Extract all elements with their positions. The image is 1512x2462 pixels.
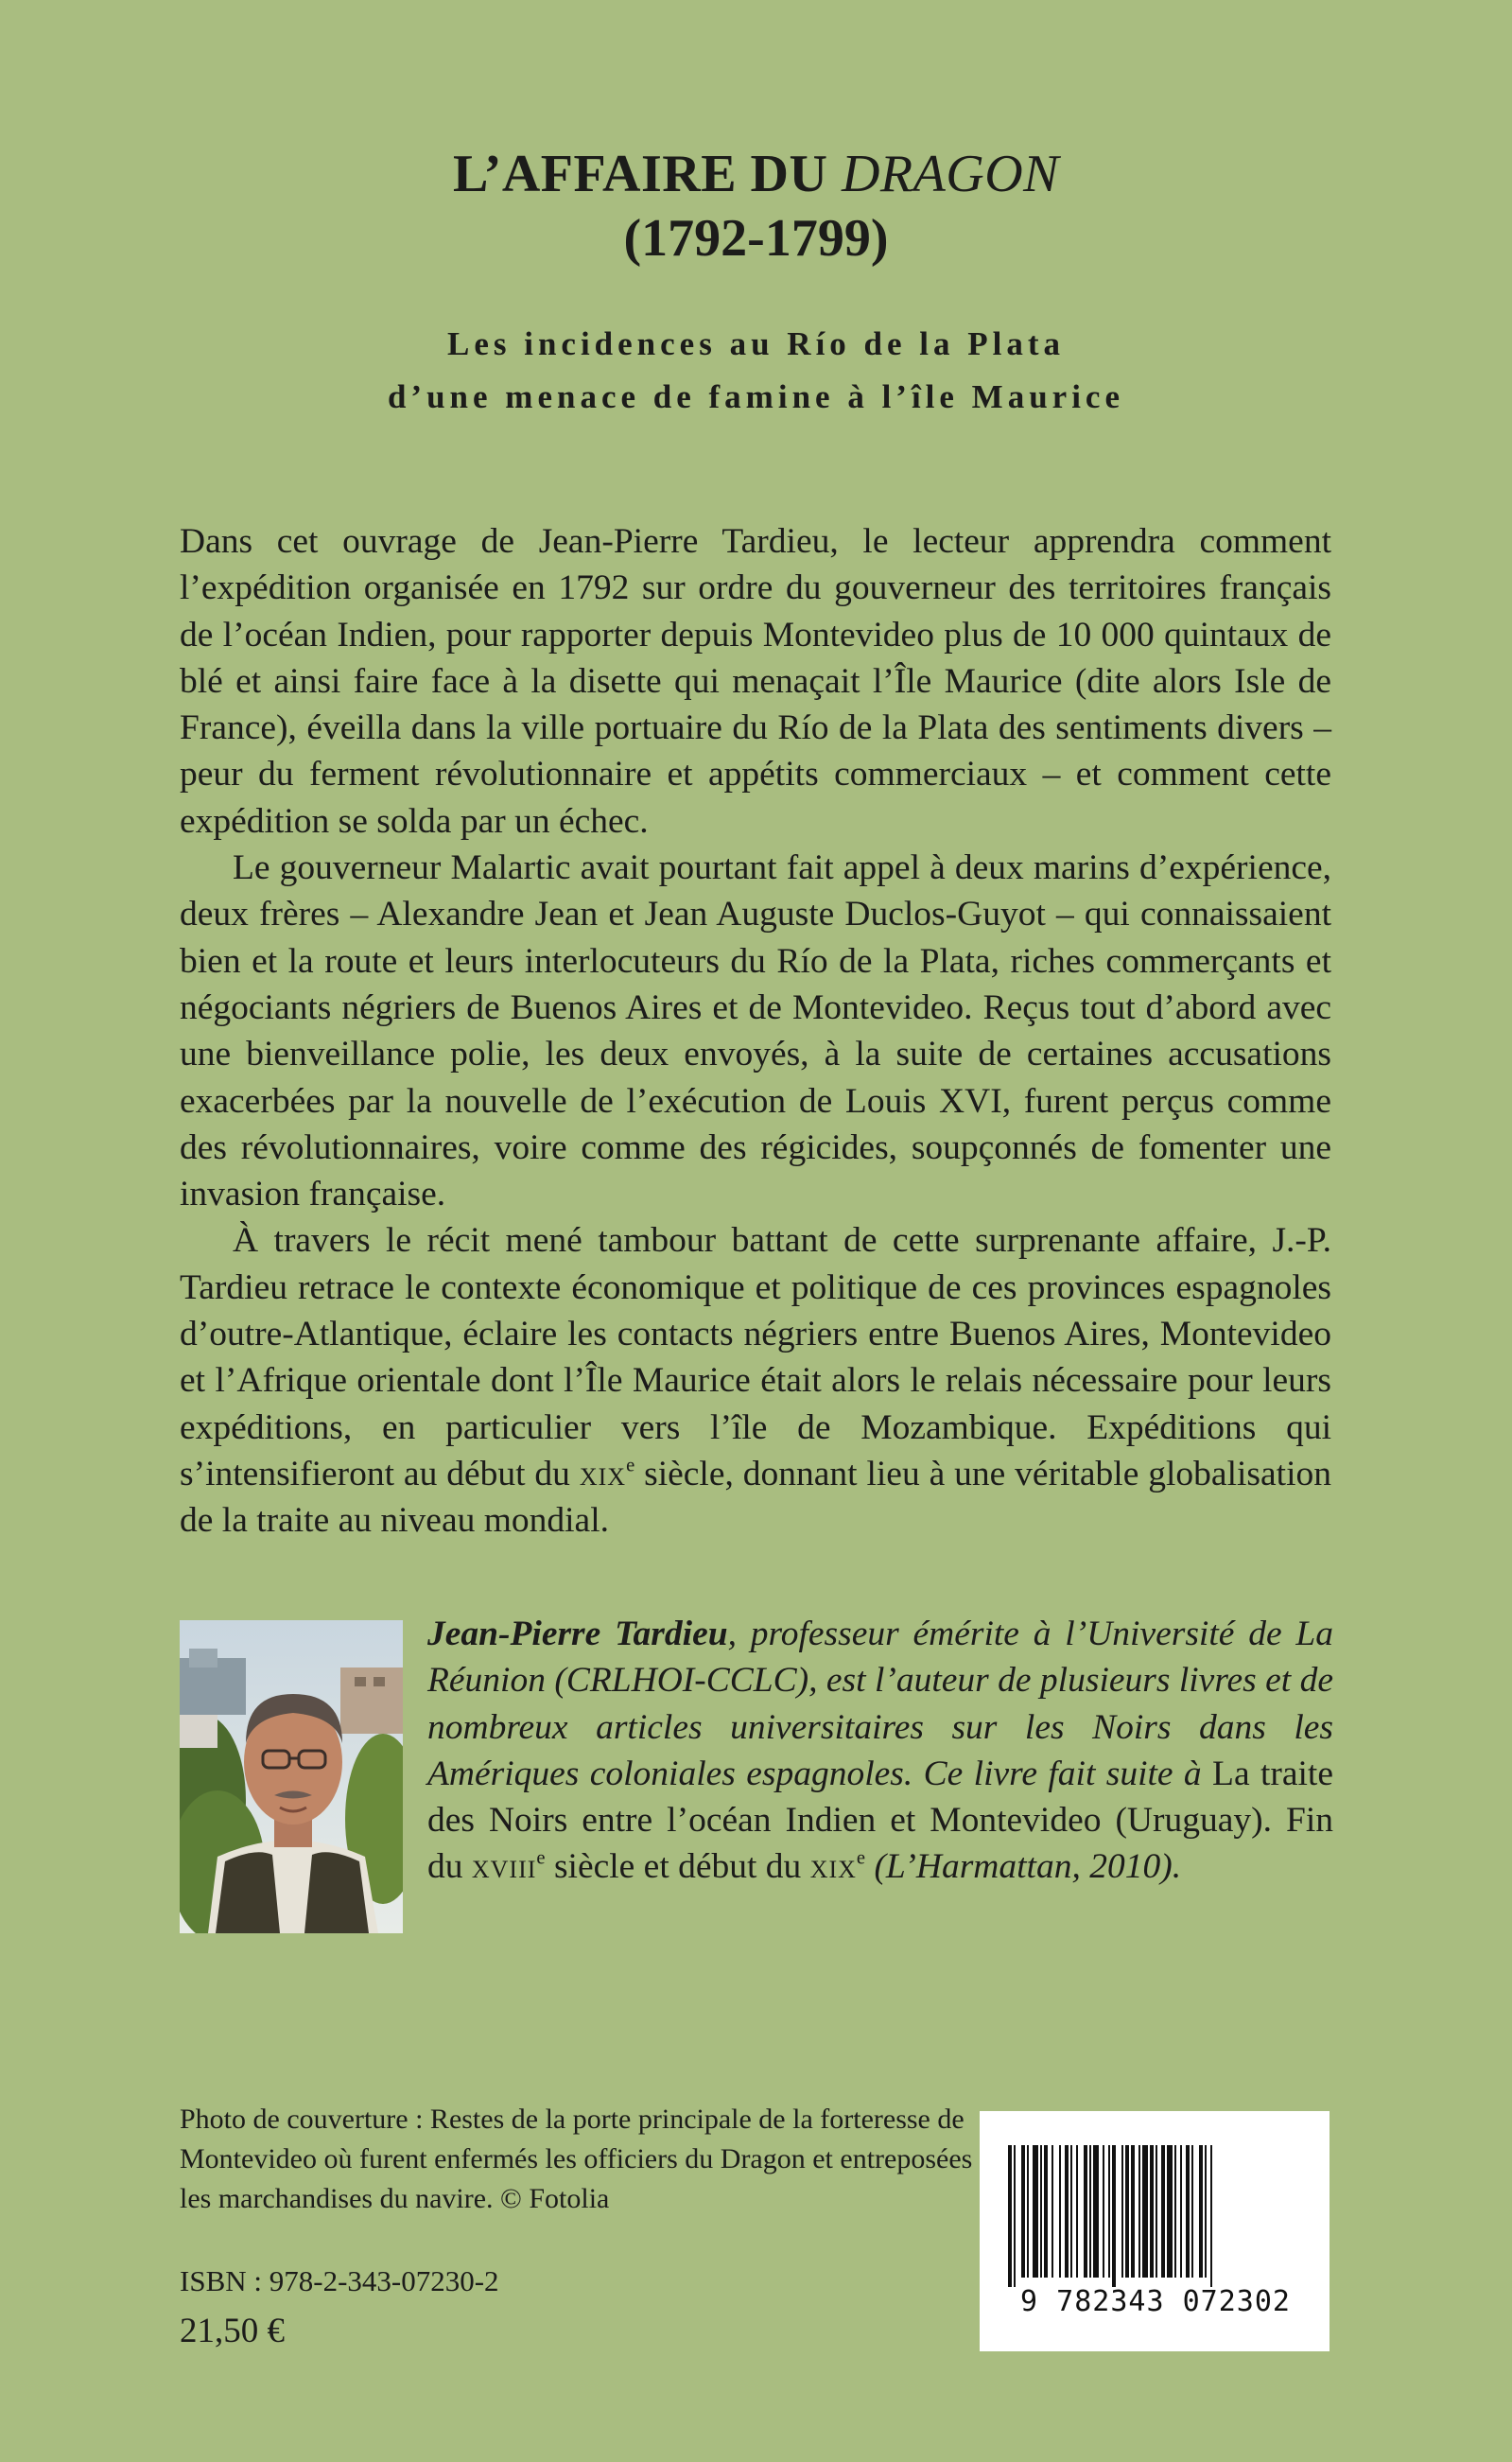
barcode-bar — [1014, 2145, 1016, 2287]
barcode-bar — [1033, 2145, 1038, 2278]
book-dates: (1792-1799) — [623, 209, 889, 268]
barcode-bar — [1210, 2145, 1212, 2287]
barcode-bar — [1103, 2145, 1104, 2278]
previous-book-title-1: La traite des Noirs entre l’océan Indien et Montevideo (Uruguay). Fin du — [427, 1754, 1333, 1887]
barcode-bar — [1008, 2145, 1012, 2287]
barcode-bar — [1093, 2145, 1099, 2278]
subtitle-line-2: d’une menace de famine à l’île Maurice — [387, 378, 1125, 415]
barcode-bar — [1044, 2145, 1048, 2278]
barcode-bar — [1059, 2145, 1061, 2278]
century-18-superscript: e — [536, 1848, 546, 1870]
barcode-bar — [1156, 2145, 1157, 2278]
barcode-bar — [1065, 2145, 1069, 2278]
barcode-bar — [1108, 2145, 1110, 2278]
author-photo — [180, 1620, 403, 1933]
century-18: xviii — [471, 1847, 537, 1887]
previous-book-title-2: siècle et début du — [545, 1847, 810, 1887]
barcode-bars — [1006, 2145, 1303, 2287]
price: 21,50 € — [180, 2312, 285, 2350]
author-bio-text: , professeur émérite à l’Université de La Réunion (CRLHOI-CCLC), est l’auteur de plusieurs livres et de nombreux articles universitaires sur les Noirs dans les Amériques coloniales espagnoles. — [427, 1615, 1334, 1793]
author-name: Jean-Pierre Tardieu — [427, 1615, 728, 1653]
book-title — [0, 142, 1512, 206]
isbn: ISBN : 978-2-343-07230-2 — [180, 2264, 499, 2297]
barcode-bar — [1084, 2145, 1087, 2278]
sequel-intro: Ce livre fait suite à — [923, 1754, 1202, 1793]
summary-paragraph-3 — [180, 1217, 1331, 1544]
barcode-bar — [1138, 2145, 1140, 2278]
paragraph-3-start: À travers le récit mené tambour battant de cette surprenante affaire, J.-P. Tardieu retrace le contexte économique et politique de ces provinces espagnoles d’outre-Atlantique, éclaire les contacts négriers entre Buenos Aires, Montevideo et l’Afrique orientale dont l’Île Maurice était alors le relais nécessaire pour leurs expéditions, en particulier vers l’île de Mozambique. Expéditions qui s’intensifieront au début du — [180, 1221, 1331, 1493]
century-19: xix — [809, 1847, 857, 1887]
title-main: L’AFFAIRE DU — [452, 145, 842, 203]
barcode-bar — [1150, 2145, 1154, 2278]
barcode-bar — [1112, 2145, 1116, 2287]
century-superscript: e — [626, 1455, 635, 1476]
barcode-bar — [1125, 2145, 1129, 2278]
subtitle-line-1: Les incidences au Río de la Plata — [446, 325, 1066, 362]
barcode — [980, 2111, 1330, 2351]
summary-paragraph-2: Le gouverneur Malartic avait pourtant fait appel à deux marins d’expérience, deux frères – Alexandre Jean et Jean Auguste Duclos-Guyot – qui connaissaient bien et la route et leurs interlocuteurs du Río de la Plata, riches commerçants et négociants négriers de Buenos Aires et de Montevideo. Reçus tout d’abord avec une bienveillance polie, les deux envoyés, à la suite de certaines accusations exacerbées par la nouvelle de l’exécution de Louis XVI, furent perçus comme des révolutionnaires, voire comme des régicides, soupçonnés de fomenter une invasion française. — [180, 848, 1331, 1214]
barcode-bar — [1191, 2145, 1193, 2278]
summary-text — [180, 518, 1331, 1545]
barcode-bar — [1021, 2145, 1025, 2278]
barcode-bar — [1167, 2145, 1173, 2278]
barcode-bar — [1040, 2145, 1042, 2278]
barcode-bar — [1180, 2145, 1182, 2278]
book-subtitle — [0, 318, 1512, 424]
barcode-bar — [1142, 2145, 1148, 2278]
barcode-bar — [1199, 2145, 1203, 2278]
barcode-bar — [1089, 2145, 1091, 2278]
summary-paragraph-1: Dans cet ouvrage de Jean-Pierre Tardieu, le lecteur apprendra comment l’expédition organisée en 1792 sur ordre du gouverneur des territoires français de l’océan Indien, pour rapporter depuis Montevideo plus de 10 000 quintaux de blé et ainsi faire face à la disette qui menaçait l’Île Maurice (dite alors Isle de France), éveilla dans la ville portuaire du Río de la Plata des sentiments divers – peur du ferment révolutionnaire et appétits commerciaux – et comment cette expédition se solda par un échec. — [180, 522, 1331, 841]
barcode-bar — [1205, 2145, 1207, 2278]
barcode-bar — [1186, 2145, 1190, 2278]
author-bio — [427, 1611, 1333, 1891]
barcode-bar — [1161, 2145, 1165, 2278]
barcode-digits: 9 782343 072302 — [1020, 2285, 1291, 2318]
paragraph-3-end: siècle, donnant lieu à une véritable globalisation de la traite au niveau mondial. — [180, 1454, 1331, 1541]
barcode-bar — [1051, 2145, 1053, 2278]
barcode-bar — [1076, 2145, 1078, 2278]
publisher: (L’Harmattan, 2010). — [865, 1847, 1182, 1887]
barcode-bar — [1121, 2145, 1123, 2278]
title-italic: DRAGON — [841, 145, 1060, 203]
century-19-superscript: e — [856, 1848, 866, 1870]
barcode-bar — [1070, 2145, 1072, 2278]
barcode-bar — [1027, 2145, 1029, 2278]
barcode-bar — [1131, 2145, 1135, 2278]
century-numeral: xix — [579, 1454, 627, 1493]
barcode-bar — [1174, 2145, 1176, 2278]
photo-credit: Photo de couverture : Restes de la porte principale de la forteresse de Montevideo où furent enfermés les officiers du Dragon et entreposées les marchandises du navire. © Fotolia — [180, 2104, 973, 2214]
